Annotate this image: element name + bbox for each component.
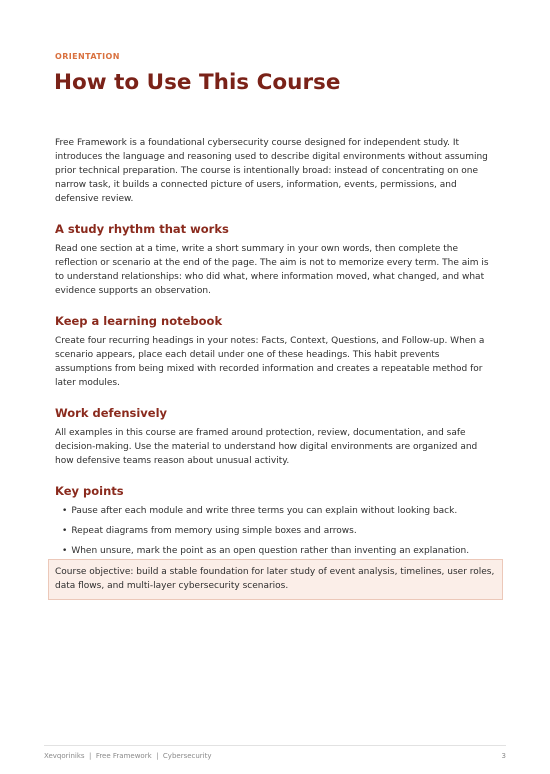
- course-objective-callout: Course objective: build a stable foundation for later study of event analysis, timelines, user roles, data flows, and multi-layer cybersecurity scenarios.: [48, 559, 503, 600]
- list-item: [62, 544, 495, 558]
- section-body-work-defensively: All examples in this course are framed around protection, review, documentation, and safe decision-making. Use the material to understand how digital environments are organized and how defensive teams reason about unusual activity.: [55, 428, 478, 466]
- page-number: 3: [501, 752, 506, 760]
- section-body-learning-notebook: Create four recurring headings in your notes: Facts, Context, Questions, and Follow-up. When a scenario appears, place each detail under one of these headings. This habit prevents assumptions from being mixed with recorded information and creates a repeatable method for later modules.: [55, 336, 485, 388]
- page-title: How to Use This Course: [54, 70, 341, 95]
- bullet-icon: •: [62, 526, 68, 536]
- list-item-text: Repeat diagrams from memory using simple boxes and arrows.: [71, 526, 357, 536]
- list-item-text: Pause after each module and write three terms you can explain without looking back.: [71, 506, 458, 516]
- section-body-study-rhythm: Read one section at a time, write a short summary in your own words, then complete the reflection or scenario at the end of the page. The aim is not to memorize every term. The aim is to understand relationships: who did what, where information moved, what changed, and what evidence supports an observation.: [55, 244, 489, 296]
- intro-paragraph: Free Framework is a foundational cybersecurity course designed for independent study. It introduces the language and reasoning used to describe digital environments without assuming prior technical preparation. The course is intentionally broad: instead of concentrating on one narrow task, it builds a connected picture of users, information, events, permissions, and defensive review.: [55, 138, 488, 204]
- section-heading-learning-notebook: Keep a learning notebook: [55, 314, 223, 328]
- bullet-icon: •: [62, 546, 68, 556]
- key-points-list: [55, 504, 495, 558]
- section-heading-study-rhythm: A study rhythm that works: [55, 222, 229, 236]
- key-points-heading: Key points: [55, 484, 124, 498]
- section-heading-work-defensively: Work defensively: [55, 406, 168, 420]
- page-footer: [44, 752, 506, 760]
- section-eyebrow: ORIENTATION: [55, 52, 120, 61]
- footer-divider: [44, 745, 506, 746]
- list-item: [62, 504, 495, 518]
- list-item-text: When unsure, mark the point as an open question rather than inventing an explanation.: [71, 546, 470, 556]
- list-item: [62, 524, 495, 538]
- bullet-icon: •: [62, 506, 68, 516]
- page-content: [55, 136, 495, 564]
- footer-text: Xevqoriniks | Free Framework | Cybersecurity: [44, 752, 212, 760]
